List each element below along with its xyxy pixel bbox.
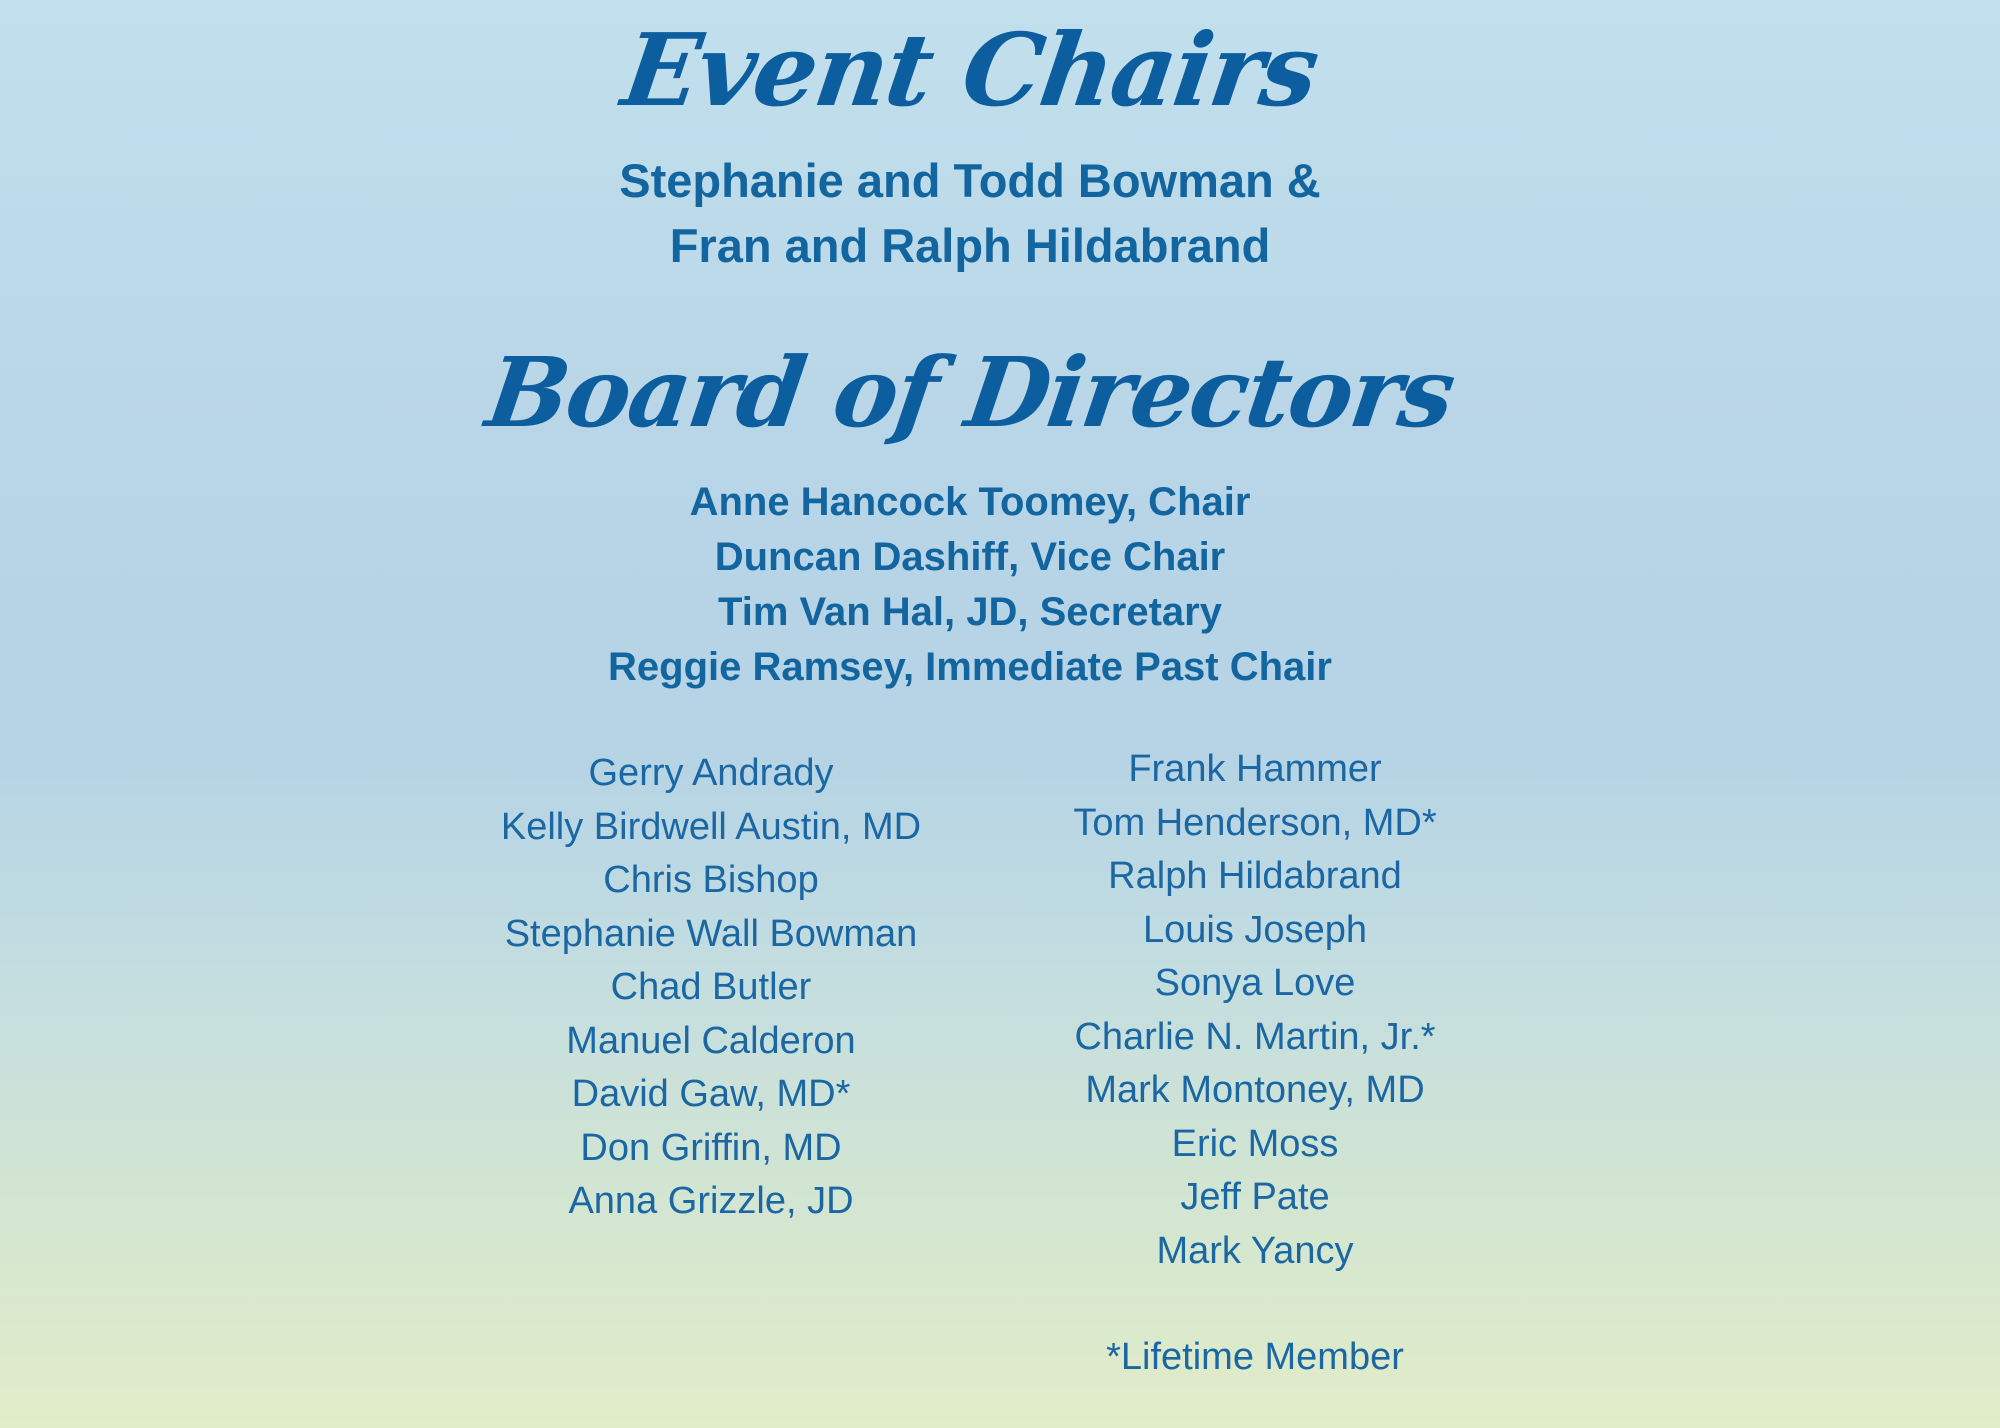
board-member: Stephanie Wall Bowman xyxy=(504,912,918,955)
board-member: Chris Bishop xyxy=(603,859,819,901)
event-chairs-list xyxy=(0,148,1940,278)
board-member: Ralph Hildabrand xyxy=(1108,855,1402,897)
board-member: Tom Henderson, MD* xyxy=(1073,801,1437,844)
officer-vice-chair: Duncan Dashiff, Vice Chair xyxy=(714,535,1226,579)
board-member: Kelly Birdwell Austin, MD xyxy=(500,805,922,848)
board-member: Gerry Andrady xyxy=(588,752,834,794)
event-chairs-heading: Event Chairs xyxy=(615,11,1325,129)
officer-immediate-past-chair: Reggie Ramsey, Immediate Past Chair xyxy=(608,645,1332,689)
board-member: Mark Montoney, MD xyxy=(1085,1069,1425,1111)
board-member: Anna Grizzle, JD xyxy=(568,1180,854,1222)
officer-chair: Anne Hancock Toomey, Chair xyxy=(689,480,1251,524)
board-member: Eric Moss xyxy=(1171,1122,1339,1165)
board-member: Sonya Love xyxy=(1154,962,1356,1004)
board-officers-list xyxy=(0,475,1940,695)
board-member: Chad Butler xyxy=(610,966,812,1008)
event-chairs-line: Stephanie and Todd Bowman & xyxy=(619,154,1321,207)
board-of-directors-heading: Board of Directors xyxy=(480,336,1461,449)
officer-secretary: Tim Van Hal, JD, Secretary xyxy=(718,590,1222,634)
board-member: Frank Hammer xyxy=(1128,748,1382,790)
lifetime-member-footnote: *Lifetime Member xyxy=(1106,1336,1404,1378)
board-members-left-column xyxy=(436,747,986,1229)
board-member: Don Griffin, MD xyxy=(580,1126,842,1169)
board-member: Louis Joseph xyxy=(1143,908,1367,951)
board-members-right-column xyxy=(980,743,1530,1278)
board-member: David Gaw, MD* xyxy=(571,1073,851,1115)
board-member: Charlie N. Martin, Jr.* xyxy=(1074,1015,1436,1058)
board-member: Manuel Calderon xyxy=(566,1019,856,1062)
board-member: Jeff Pate xyxy=(1180,1176,1330,1218)
event-chairs-line: Fran and Ralph Hildabrand xyxy=(669,219,1271,272)
board-member: Mark Yancy xyxy=(1156,1229,1354,1272)
